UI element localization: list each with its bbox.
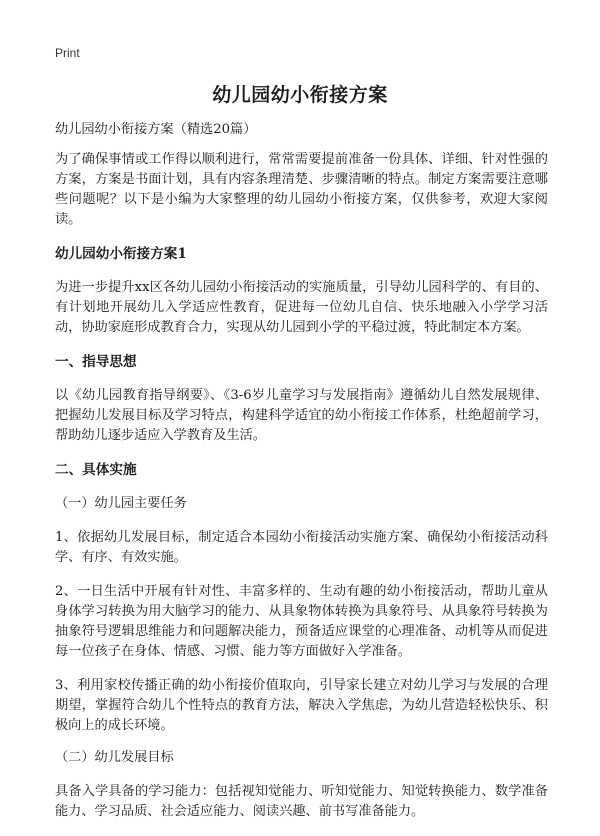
subheading-kindergarten-tasks: （一）幼儿园主要任务	[55, 496, 187, 511]
part2-heading: 二、具体实施	[55, 462, 137, 478]
document-body	[55, 120, 548, 836]
part1-paragraph: 以《幼儿园教育指导纲要》、《3-6岁儿童学习与发展指南》遵循幼儿自然发展规律、把握幼儿发展目标及学习特点，构建科学适宜的幼小衔接工作体系，杜绝超前学习，帮助幼儿逐步适应入学教育及生活。	[55, 388, 548, 443]
section-paragraph: 为进一步提升xx区各幼儿园幼小衔接活动的实施质量，引导幼儿园科学的、有目的、有计划地开展幼儿入学适应性教育，促进每一位幼儿自信、快乐地融入小学学习活动，协助家庭形成教育合力，实现从幼儿园到小学的平稳过渡，特此制定本方案。	[55, 280, 548, 335]
intro-paragraph: 为了确保事情或工作得以顺利进行，常常需要提前准备一份具体、详细、针对性强的方案，方案是书面计划，具有内容条理清楚、步骤清晰的特点。制定方案需要注意哪些问题呢？以下是小编为大家整理的幼儿园幼小衔接方案，仅供参考，欢迎大家阅读。	[55, 152, 548, 227]
goal-paragraph: 具备入学具备的学习能力：包括视知觉能力、听知觉能力、知觉转换能力、数学准备能力、学习品质、社会适应能力、阅读兴趣、前书写准备能力。	[55, 784, 548, 819]
part1-heading: 一、指导思想	[55, 354, 137, 370]
document-subtitle: 幼儿园幼小衔接方案（精选20篇）	[55, 122, 257, 137]
task-item-1: 1、依据幼儿发展目标，制定适合本园幼小衔接活动实施方案、确保幼小衔接活动科学、有序、有效实施。	[55, 530, 548, 565]
subheading-development-goals: （二）幼儿发展目标	[55, 750, 174, 765]
page-title: 幼儿园幼小衔接方案	[212, 84, 388, 106]
print-link[interactable]: Print	[55, 46, 80, 60]
task-item-2: 2、一日生活中开展有针对性、丰富多样的、生动有趣的幼小衔接活动，帮助儿童从身体学习转换为用大脑学习的能力、从具象物体转换为具象符号、从具象符号转换为抽象符号逻辑思维能力和问题解决能力，预备适应课堂的心理准备、动机等从而促进每一位孩子在身体、情感、习惯、能力等方面做好入学准备。	[55, 584, 548, 659]
section-heading: 幼儿园幼小衔接方案1	[55, 246, 187, 262]
task-item-3: 3、利用家校传播正确的幼小衔接价值取向，引导家长建立对幼儿学习与发展的合理期望，掌握符合幼儿个性特点的教育方法，解决入学焦虑，为幼儿营造轻松快乐、积极向上的成长环境。	[55, 678, 548, 733]
